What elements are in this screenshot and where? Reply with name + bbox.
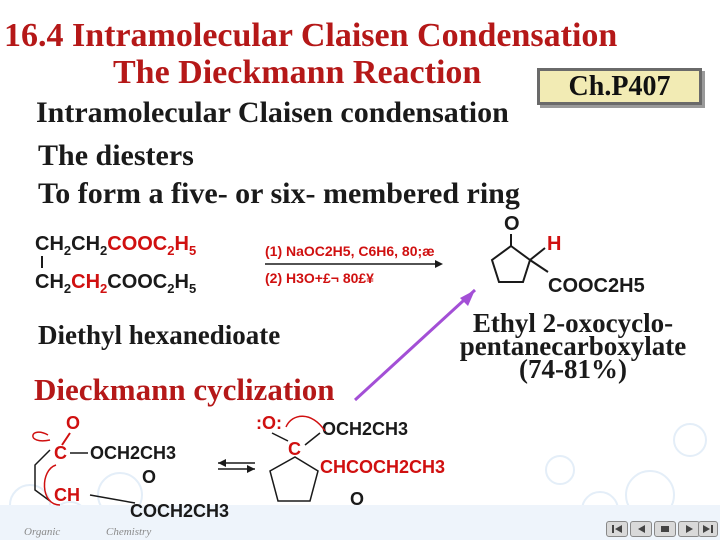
product-ester: COOC2H5 [548,275,645,297]
menu-icon[interactable] [654,521,676,537]
first-icon[interactable] [606,521,628,537]
next-icon[interactable] [678,521,700,537]
left-C: C [54,443,67,463]
left-OEt: OCH2CH3 [90,443,177,463]
reactant-bottom: $CH_2CH_2COOC_2H_5$ [35,271,197,296]
bullet-1: Intramolecular Claisen condensation [36,96,509,129]
right-O: :O: [256,413,282,433]
page-reference-badge: Ch.P407 [537,68,702,105]
product-name-line2: pentanecarboxylate [459,331,687,361]
product-name-line3: (74-81%) [519,354,627,384]
right-CH: CHCOCH2CH3 [320,457,446,477]
right-O2: O [350,489,365,509]
left-O2: O [142,467,157,487]
left-CH: CH [54,485,80,505]
left-O: O [66,413,81,433]
slide-subtitle: The Dieckmann Reaction [113,54,482,91]
bullet-3: To form a five- or six- membered ring [38,177,520,210]
right-OEt: OCH2CH3 [322,419,409,439]
right-C: C [288,439,301,459]
footer-organic: Organic [24,526,61,538]
section-label: Dieckmann cyclization [34,372,335,407]
mechanism-scheme [20,405,490,525]
condition-1: (1) NaOC2H5, C6H6, 80;æ [265,243,435,259]
left-COOEt: COCH2CH3 [130,501,230,521]
footer-chemistry: Chemistry [106,526,152,538]
product-H: H [547,233,562,255]
bullet-2: The diesters [38,139,194,172]
purple-pointer-arrow [340,270,500,410]
slide-title: 16.4 Intramolecular Claisen Condensation [4,17,618,54]
condition-2: (2) H3O+£¬ 80£¥ [265,270,374,286]
reactant-top: $CH_2CH_2COOC_2H_5$ [35,233,197,258]
product-name-line1: Ethyl 2-oxocyclo- [472,308,674,338]
last-icon[interactable] [698,521,718,537]
product-carbonyl-O: O [504,213,520,235]
prev-icon[interactable] [630,521,652,537]
reactant-name: Diethyl hexanedioate [38,320,281,350]
